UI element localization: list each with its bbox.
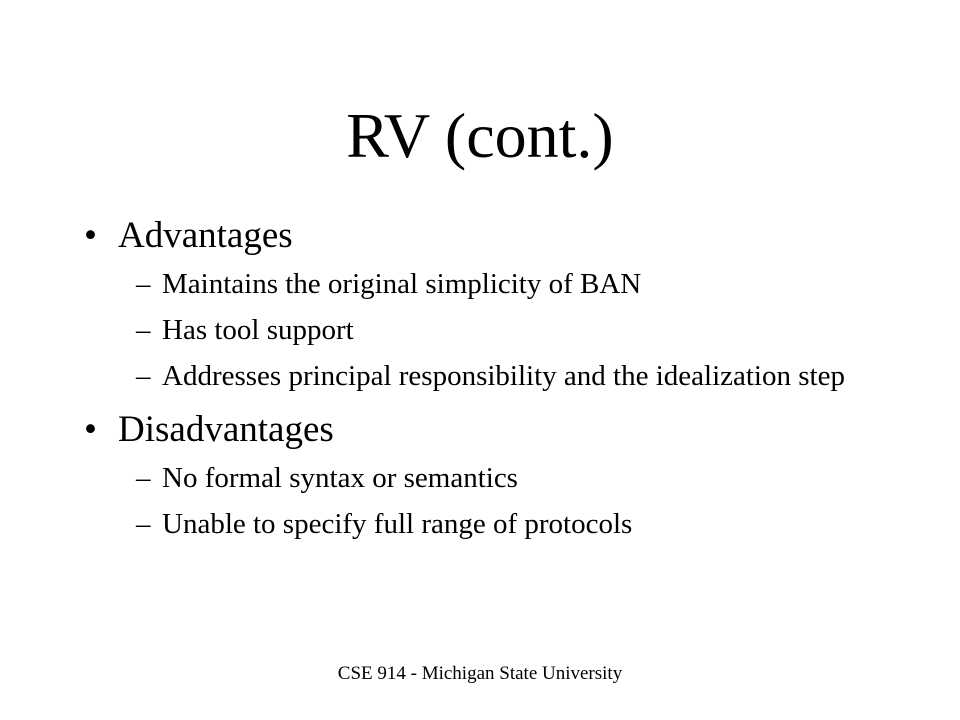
list-item: [84, 268, 904, 300]
bullet-icon: •: [84, 409, 97, 450]
list-item-text: No formal syntax or semantics: [162, 462, 518, 494]
list-item-text: Addresses principal responsibility and the idealization step: [162, 360, 845, 392]
bullet-group-advantages: [84, 212, 904, 392]
bullet-label: Advantages: [118, 215, 293, 256]
advantages-list: [84, 268, 904, 392]
dash-icon: –: [136, 462, 151, 494]
slide-footer: CSE 914 - Michigan State University: [337, 663, 623, 684]
list-item-text: Unable to specify full range of protocols: [162, 508, 633, 540]
dash-icon: –: [136, 268, 151, 300]
bullet-group-disadvantages: [84, 406, 904, 540]
list-item-text: Maintains the original simplicity of BAN: [162, 268, 642, 300]
bullet-icon: •: [84, 215, 97, 256]
list-item: [84, 462, 904, 494]
list-item-text: Has tool support: [162, 314, 354, 346]
list-item: [84, 314, 904, 346]
list-item: [84, 508, 904, 540]
disadvantages-list: [84, 462, 904, 540]
bullet-disadvantages: [84, 406, 904, 454]
list-item: [84, 360, 904, 392]
slide-title: RV (cont.): [346, 100, 614, 171]
bullet-advantages: [84, 212, 904, 260]
dash-icon: –: [136, 508, 151, 540]
dash-icon: –: [136, 314, 151, 346]
slide-content: [84, 212, 904, 554]
dash-icon: –: [136, 360, 151, 392]
bullet-label: Disadvantages: [118, 409, 334, 450]
